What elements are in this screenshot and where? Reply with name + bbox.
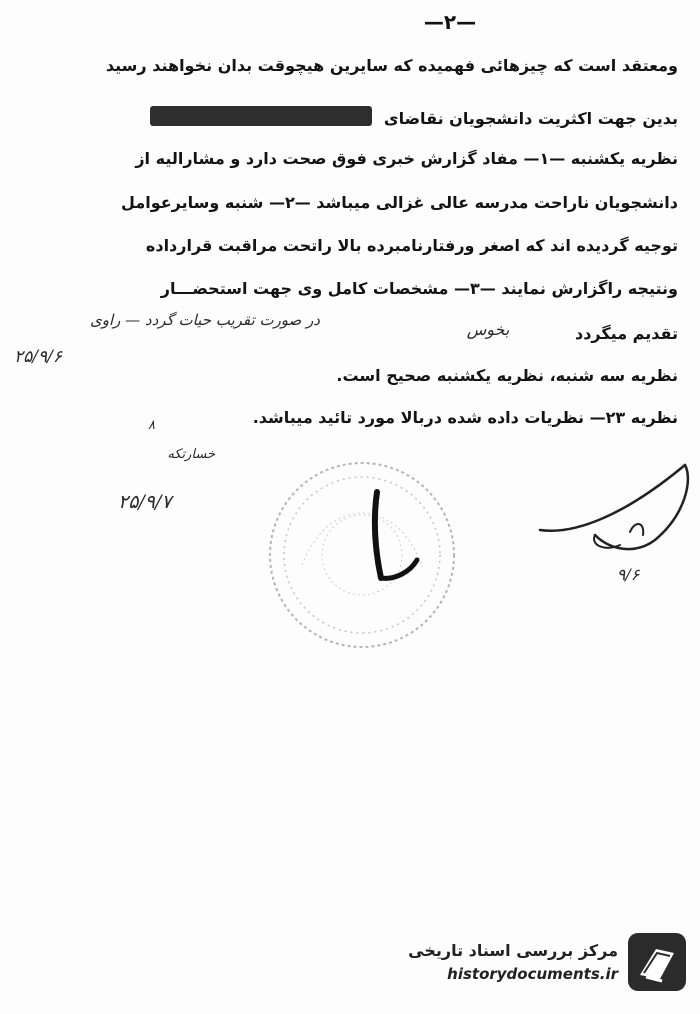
handwritten-mark: ۸ — [148, 418, 155, 433]
text-line-9: نظریه ۲۳— نظریات داده شده دربالا مورد تائید میباشد. — [252, 408, 678, 427]
text-line-3: نظریه یکشنبه —۱— مفاد گزارش خبری فوق صحت دارد و مشارالیه از — [135, 149, 678, 168]
handwritten-date-2: ۲۵/۹/۷ — [118, 491, 172, 513]
footer-url[interactable]: historydocuments.ir — [447, 965, 618, 983]
handwritten-small-note: خسارتکه — [167, 447, 215, 462]
text-line-2: بدین جهت اکثریت دانشجویان نقاضای — [383, 109, 678, 128]
page-number: —۲— — [423, 10, 477, 34]
redaction-bar — [150, 106, 372, 126]
signature-date: ۹/۶ — [616, 565, 640, 584]
handwritten-date-1: ۲۵/۹/۶ — [14, 347, 62, 367]
footer-title: مرکز بررسی اسناد تاریخی — [408, 941, 618, 960]
signature-stroke-icon — [355, 480, 435, 590]
handwritten-inline-word: بخوس — [466, 320, 510, 339]
footer-text — [408, 939, 618, 985]
handwritten-note: در صورت تقریب حیات گردد — راوی — [90, 311, 320, 329]
footer-watermark — [408, 926, 688, 998]
archive-book-icon — [626, 931, 688, 993]
text-line-8: نظریه سه شنبه، نظریه یکشنبه صحیح است. — [336, 366, 678, 385]
text-line-5: توجیه گردیده اند که اصغر ورفتارنامبرده بالا راتحت مراقبت قرارداده — [145, 236, 678, 255]
text-line-6: ونتیجه راگزارش نمایند —۳— مشخصات کامل وی جهت استحضـــار — [160, 279, 678, 298]
text-line-4: دانشجویان ناراحت مدرسه عالی غزالی میباشد —۲— شنبه وسایرعوامل — [121, 193, 678, 212]
text-line-1: ومعتقد است که چیزهائی فهمیده که سایرین هیچوقت بدان نخواهند رسید — [105, 56, 678, 75]
signature-icon — [535, 460, 695, 570]
text-line-7: تقدیم میگردد — [574, 324, 678, 343]
